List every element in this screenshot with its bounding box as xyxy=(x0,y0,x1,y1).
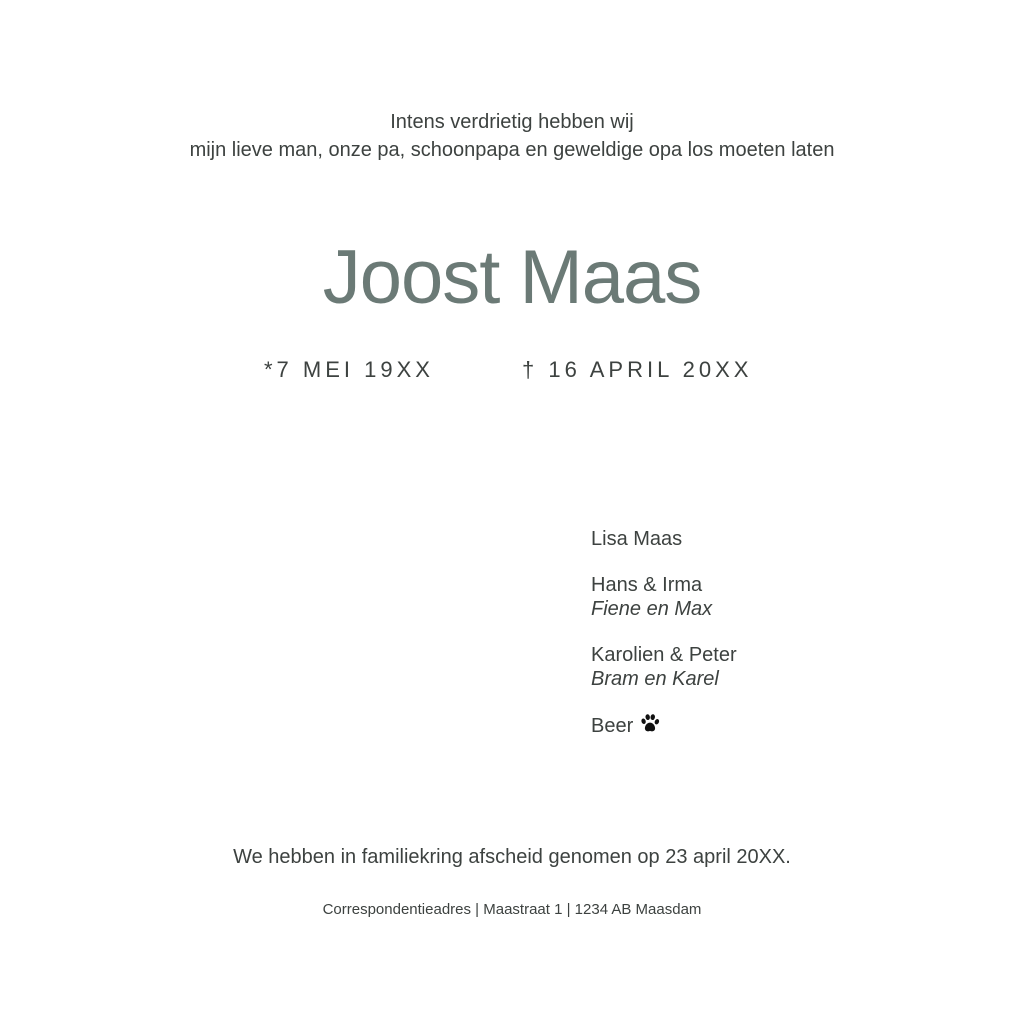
deceased-name: Joost Maas xyxy=(322,235,702,320)
death-date: † 16 APRIL 20XX xyxy=(522,357,753,382)
paw-icon xyxy=(639,713,661,735)
intro-line-1: Intens verdrietig hebben wij xyxy=(390,111,634,133)
birth-date: *7 MEI 19XX xyxy=(264,357,434,382)
family-member: Hans & Irma xyxy=(591,574,703,596)
family-member: Lisa Maas xyxy=(591,528,683,550)
intro-text xyxy=(0,108,1024,164)
family-group xyxy=(591,527,737,551)
family-list xyxy=(591,527,737,760)
family-group xyxy=(591,573,737,621)
family-group xyxy=(591,643,737,691)
family-member-pet xyxy=(591,713,737,738)
correspondence-address: Correspondentieadres | Maastraat 1 | 1234 AB Maasdam xyxy=(322,901,702,918)
pet-name: Beer xyxy=(591,715,634,737)
grandchildren: Bram en Karel xyxy=(591,668,719,690)
family-member: Karolien & Peter xyxy=(591,644,737,666)
family-group xyxy=(591,713,737,738)
farewell-text: We hebben in familiekring afscheid genomen op 23 april 20XX. xyxy=(233,846,791,868)
intro-line-2: mijn lieve man, onze pa, schoonpapa en geweldige opa los moeten laten xyxy=(189,139,835,161)
grandchildren: Fiene en Max xyxy=(591,598,713,620)
